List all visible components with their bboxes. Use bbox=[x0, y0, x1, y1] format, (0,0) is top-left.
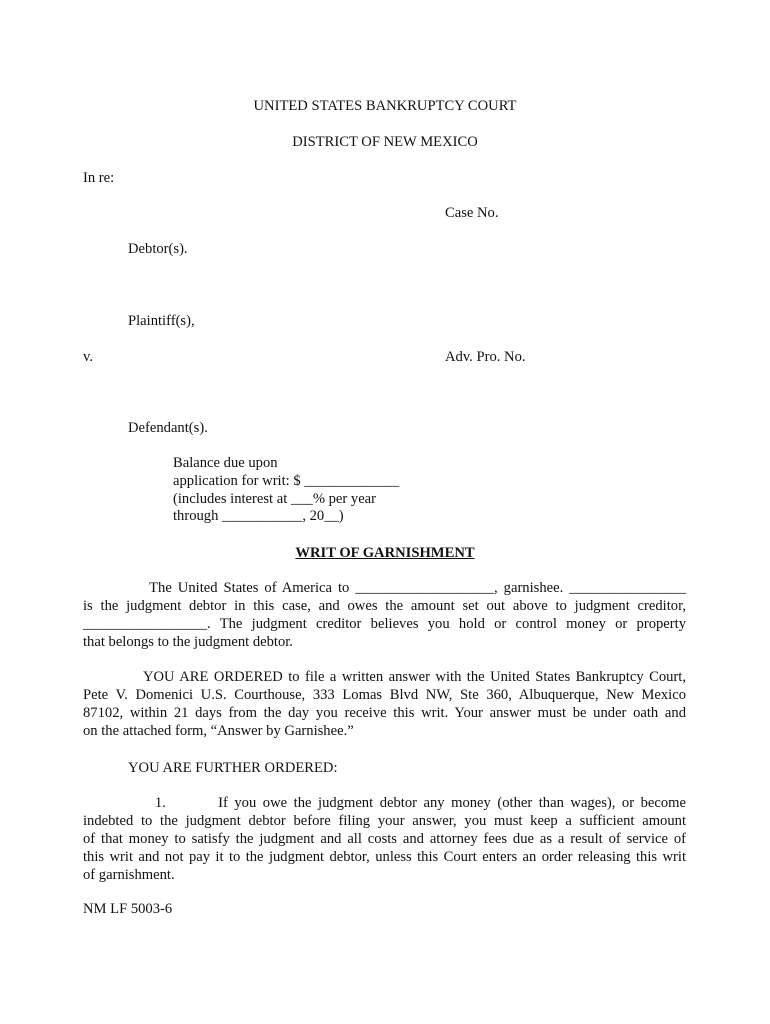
debtors-label: Debtor(s). bbox=[128, 241, 188, 257]
paragraph-line: indebted to the judgment debtor before filing your answer, you must keep a sufficient amount bbox=[83, 813, 686, 829]
writ-item-1 bbox=[83, 794, 686, 884]
paragraph-line: that belongs to the judgment debtor. bbox=[83, 634, 293, 650]
paragraph-line: of that money to satisfy the judgment and all costs and attorney fees due as a result of service of bbox=[83, 831, 686, 847]
paragraph-line: YOU ARE ORDERED to file a written answer with the United States Bankruptcy Court, bbox=[83, 669, 686, 685]
paragraph-line: is the judgment debtor in this case, and owes the amount set out above to judgment creditor, bbox=[83, 598, 686, 614]
balance-line: application for writ: $ _____________ bbox=[173, 472, 400, 489]
paragraph-line: this writ and not pay it to the judgment debtor, unless this Court enters an order releasing this writ bbox=[83, 849, 686, 865]
balance-due-block bbox=[173, 455, 399, 526]
in-re-label: In re: bbox=[83, 170, 115, 186]
writ-title: WRIT OF GARNISHMENT bbox=[295, 545, 475, 561]
form-number: NM LF 5003-6 bbox=[83, 901, 173, 917]
court-name: UNITED STATES BANKRUPTCY COURT bbox=[253, 98, 517, 114]
writ-paragraph-2 bbox=[83, 668, 686, 740]
paragraph-line: 87102, within 21 days from the day you receive this writ. Your answer must be under oath and bbox=[83, 705, 686, 721]
adv-pro-number-label: Adv. Pro. No. bbox=[445, 349, 526, 365]
balance-line: (includes interest at ___% per year bbox=[173, 490, 377, 507]
case-number-label: Case No. bbox=[445, 205, 499, 221]
defendants-label: Defendant(s). bbox=[128, 420, 208, 436]
paragraph-line: _________________. The judgment creditor believes you hold or control money or property bbox=[83, 616, 686, 632]
court-district: DISTRICT OF NEW MEXICO bbox=[292, 134, 478, 150]
paragraph-line: The United States of America to ___________________, garnishee. ________________ bbox=[83, 580, 686, 596]
further-ordered-heading: YOU ARE FURTHER ORDERED: bbox=[128, 760, 338, 776]
versus-label: v. bbox=[83, 349, 93, 365]
paragraph-line: of garnishment. bbox=[83, 867, 175, 883]
paragraph-line: Pete V. Domenici U.S. Courthouse, 333 Lomas Blvd NW, Ste 360, Albuquerque, New Mexico bbox=[83, 687, 686, 703]
writ-paragraph-1 bbox=[83, 579, 686, 651]
balance-line: through ___________, 20__) bbox=[173, 508, 344, 525]
balance-line: Balance due upon bbox=[173, 455, 278, 471]
paragraph-line: 1. If you owe the judgment debtor any money (other than wages), or become bbox=[83, 795, 686, 811]
plaintiffs-label: Plaintiff(s), bbox=[128, 313, 195, 329]
paragraph-line: on the attached form, “Answer by Garnishee.” bbox=[83, 723, 354, 739]
